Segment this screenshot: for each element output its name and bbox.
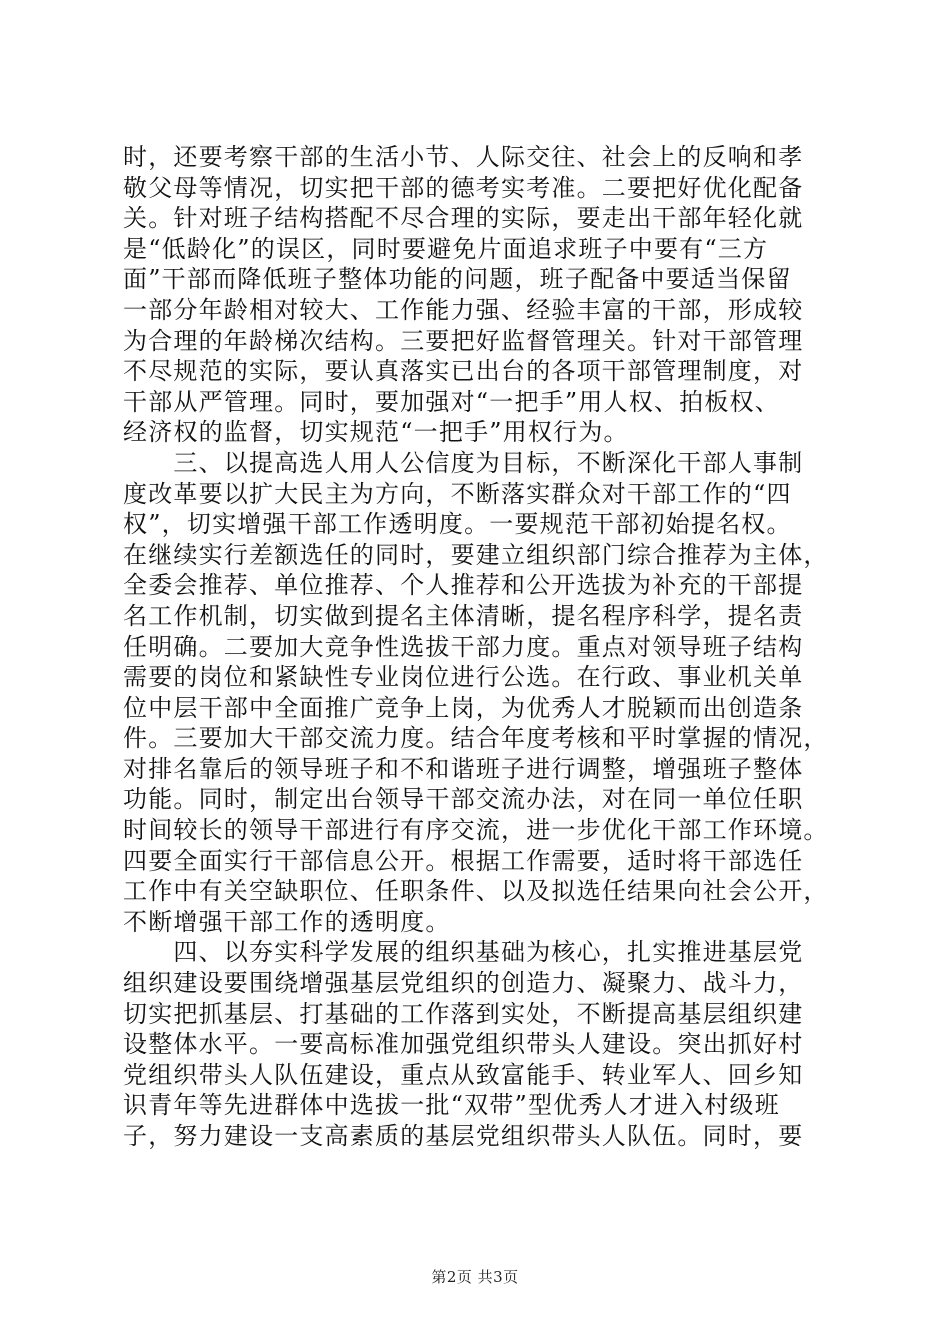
text-line: 名工作机制，切实做到提名主体清晰，提名程序科学，提名责 bbox=[123, 601, 804, 630]
text-line: 权”，切实增强干部工作透明度。一要规范干部初始提名权。 bbox=[123, 510, 792, 539]
text-line: 三、以提高选人用人公信度为目标，不断深化干部人事制 bbox=[123, 448, 804, 477]
text-line: 需要的岗位和紧缺性专业岗位进行公选。在行政、事业机关单 bbox=[123, 663, 804, 692]
text-line: 干部从严管理。同时，要加强对“一把手”用人权、拍板权、 bbox=[123, 387, 780, 416]
text-line: 党组织带头人队伍建设，重点从致富能手、转业军人、回乡知 bbox=[123, 1060, 804, 1089]
text-line: 四要全面实行干部信息公开。根据工作需要，适时将干部选任 bbox=[123, 846, 804, 875]
text-line: 不断增强干部工作的透明度。 bbox=[123, 907, 451, 936]
text-line: 对排名靠后的领导班子和不和谐班子进行调整，增强班子整体 bbox=[123, 754, 804, 783]
text-line: 敬父母等情况，切实把干部的德考实考准。二要把好优化配备 bbox=[123, 173, 804, 202]
text-line: 位中层干部中全面推广竞争上岗，为优秀人才脱颖而出创造条 bbox=[123, 693, 804, 722]
text-line: 度改革要以扩大民主为方向，不断落实群众对干部工作的“四 bbox=[123, 479, 792, 508]
text-line: 是“低龄化”的误区，同时要避免片面追求班子中要有“三方 bbox=[123, 234, 769, 263]
document-body bbox=[123, 142, 833, 1152]
text-line: 一部分年龄相对较大、工作能力强、经验丰富的干部，形成较 bbox=[123, 295, 804, 324]
text-line: 切实把抓基层、打基础的工作落到实处，不断提高基层组织建 bbox=[123, 999, 804, 1028]
body-text bbox=[123, 142, 833, 1152]
text-line: 设整体水平。一要高标准加强党组织带头人建设。突出抓好村 bbox=[123, 1030, 804, 1059]
text-line: 工作中有关空缺职位、任职条件、以及拟选任结果向社会公开， bbox=[123, 877, 829, 906]
text-line: 识青年等先进群体中选拔一批“双带”型优秀人才进入村级班 bbox=[123, 1091, 780, 1120]
text-line: 时，还要考察干部的生活小节、人际交往、社会上的反响和孝 bbox=[123, 143, 804, 171]
text-line: 全委会推荐、单位推荐、个人推荐和公开选拔为补充的干部提 bbox=[123, 571, 804, 600]
page-footer: 第2页 共3页 bbox=[431, 1268, 519, 1286]
text-line: 时间较长的领导干部进行有序交流，进一步优化干部工作环境。 bbox=[123, 816, 829, 845]
text-line: 在继续实行差额选任的同时，要建立组织部门综合推荐为主体， bbox=[123, 540, 829, 569]
text-line: 为合理的年龄梯次结构。三要把好监督管理关。针对干部管理 bbox=[123, 326, 804, 355]
text-line: 子，努力建设一支高素质的基层党组织带头人队伍。同时，要 bbox=[123, 1122, 804, 1150]
text-line: 任明确。二要加大竞争性选拔干部力度。重点对领导班子结构 bbox=[123, 632, 804, 661]
text-line: 关。针对班子结构搭配不尽合理的实际，要走出干部年轻化就 bbox=[123, 204, 804, 233]
text-line: 功能。同时，制定出台领导干部交流办法，对在同一单位任职 bbox=[123, 785, 804, 814]
text-line: 经济权的监督，切实规范“一把手”用权行为。 bbox=[123, 418, 629, 447]
text-line: 面”干部而降低班子整体功能的问题，班子配备中要适当保留 bbox=[123, 265, 792, 294]
text-line: 四、以夯实科学发展的组织基础为核心，扎实推进基层党 bbox=[123, 938, 804, 967]
text-line: 件。三要加大干部交流力度。结合年度考核和平时掌握的情况， bbox=[123, 724, 829, 753]
text-line: 不尽规范的实际，要认真落实已出台的各项干部管理制度，对 bbox=[123, 357, 804, 386]
text-line: 组织建设要围绕增强基层党组织的创造力、凝聚力、战斗力， bbox=[123, 969, 804, 998]
